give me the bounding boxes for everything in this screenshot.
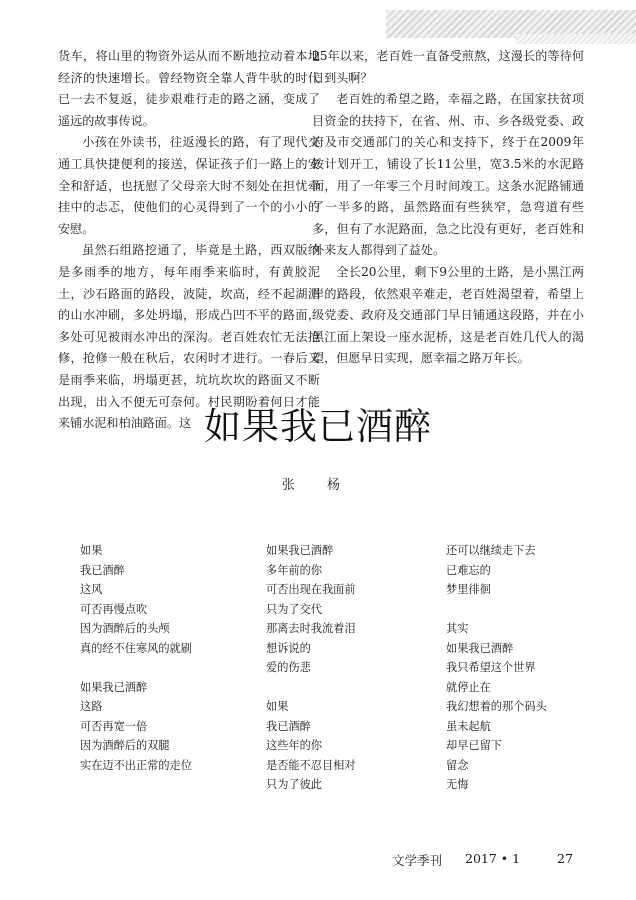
poem-line: 多年前的你 bbox=[266, 563, 322, 577]
poem-line: 如果 bbox=[266, 700, 289, 713]
poem-line: 如果我已酒醉 bbox=[266, 544, 334, 557]
header-decoration-strip bbox=[516, 34, 636, 44]
poem-line: 无悔 bbox=[446, 778, 469, 791]
poem-line: 这风 bbox=[80, 583, 103, 596]
poem-line: 虽未起航 bbox=[446, 719, 491, 733]
poem-line: 其实 bbox=[446, 622, 469, 635]
poem-line: 那离去时我流着泪 bbox=[266, 622, 356, 635]
prose-left-column bbox=[58, 46, 320, 435]
poem-line: 这些年的你 bbox=[266, 739, 322, 752]
poem-line: 只为了交代 bbox=[266, 602, 322, 616]
poem-stanza bbox=[446, 541, 547, 600]
poem-line: 却早已留下 bbox=[446, 739, 502, 752]
poem-stanza bbox=[80, 678, 192, 776]
issue-number: 2017 • 1 bbox=[465, 851, 521, 866]
poem-column bbox=[446, 541, 547, 814]
prose-paragraph: 小孩在外读书，往返漫长的路，有了现代交通工具快捷便利的接送，保证孩子们一路上的安全和舒适，也抚慰了父母亲大时不刻处在担忧牵挂中的忐忑，使他们的心灵得到了一个的小小的安慰。 bbox=[58, 135, 320, 236]
poem-line: 我幻想着的那个码头 bbox=[446, 700, 547, 713]
poem-line: 我已酒醉 bbox=[266, 719, 311, 733]
prose-paragraph: 全长20公里，剩下9公里的土路，是小黑江两岸的路段，依然艰辛难走，老百姓渴望着，希望上级党委、政府及交通部门早日铺通这段路，并在小黑江面上架设一座水泥桥，这是老百姓几代人的渴望，但愿早日实现，愿幸福之路万年长。 bbox=[312, 264, 584, 366]
poem-line: 这路 bbox=[80, 700, 103, 713]
poem-stanza bbox=[446, 619, 547, 795]
prose-paragraph: 货车，将山里的物资外运从而不断地拉动着本地经济的快速增长。曾经物资全靠人背牛驮的时代已一去不复返，徒步艰难行走的路之涵，变成了遥远的故事传说。 bbox=[58, 49, 320, 128]
poem-line: 还可以继续走下去 bbox=[446, 544, 536, 557]
poem-line: 只为了彼此 bbox=[266, 778, 322, 791]
magazine-name: 文学季刊 bbox=[392, 853, 443, 868]
poem-line: 留念 bbox=[446, 758, 469, 772]
poem-line: 如果 bbox=[80, 544, 103, 557]
poem-line: 我已酒醉 bbox=[80, 563, 125, 577]
poem-line: 我只希望这个世界 bbox=[446, 661, 536, 674]
poem-line: 可否再宽一倍 bbox=[80, 719, 148, 733]
poem-line: 因为酒醉后的双腿 bbox=[80, 739, 170, 752]
poem-line: 就停止在 bbox=[446, 680, 491, 694]
poem-stanza bbox=[266, 541, 356, 678]
poem-line: 因为酒醉后的头颅 bbox=[80, 622, 170, 635]
poem-line: 真的经不住寒风的就刷 bbox=[80, 641, 192, 655]
prose-paragraph: 老百姓的希望之路，幸福之路，在国家扶贫项目资金的扶持下，在省、州、市、乡各级党委、政府及市交通部门的关心和支持下，终于在2009年按计划开工，铺设了长11公里，宽3.5米的水泥路面，用了一年零三个月时间竣工。这条水泥路铺通了一半多的路，虽然路面有些狭窄，急弯道有些多，但有了水泥路面，急之比没有更好，老百姓和外来友人都得到了益处。 bbox=[312, 92, 584, 258]
poem-line: 可否出现在我面前 bbox=[266, 583, 356, 596]
poem-line: 想诉说的 bbox=[266, 641, 311, 655]
poem-title: 如果我已酒醉 bbox=[204, 405, 432, 448]
prose-paragraph: 25年以来，老百姓一直备受煎熬，这漫长的等待何日到头啊？ bbox=[312, 49, 584, 85]
poem-stanza bbox=[266, 697, 356, 795]
poem-line: 如果我已酒醉 bbox=[446, 641, 514, 655]
prose-right-column bbox=[312, 46, 584, 370]
poem-line: 如果我已酒醉 bbox=[80, 680, 148, 694]
poem-line: 可否再慢点吹 bbox=[80, 602, 148, 616]
poem-author: 张 杨 bbox=[281, 478, 355, 493]
poem-line: 梦里徘徊 bbox=[446, 583, 491, 596]
poem-line: 爱的伤悲 bbox=[266, 661, 311, 674]
poem-line: 已难忘的 bbox=[446, 563, 491, 577]
page-number: 27 bbox=[557, 851, 573, 866]
poem-column bbox=[80, 541, 192, 795]
prose-paragraph: 虽然石组路挖通了，毕竟是土路，西双版纳是多雨季的地方，每年雨季来临时，有黄胶泥土，沙石路面的路段，波陡，坎高，经不起湖湄的山水冲刷，多处坍塌，形成凸凹不平的路面，多处可见被雨水冲出的深沟。老百姓农忙无法抢修，抢修一般在秋后，农闲时才进行。一春后又是雨季来临，坍塌更甚，坑坑坎坎的路面又不断出现，出入不便无可奈何。村民期盼着何日才能来铺水泥和柏油路面。这 bbox=[58, 243, 320, 431]
poem-line: 是否能不忍目相对 bbox=[266, 758, 356, 772]
poem-column bbox=[266, 541, 356, 814]
poem-stanza bbox=[80, 541, 192, 658]
poem-line: 实在迈不出正常的走位 bbox=[80, 758, 192, 772]
